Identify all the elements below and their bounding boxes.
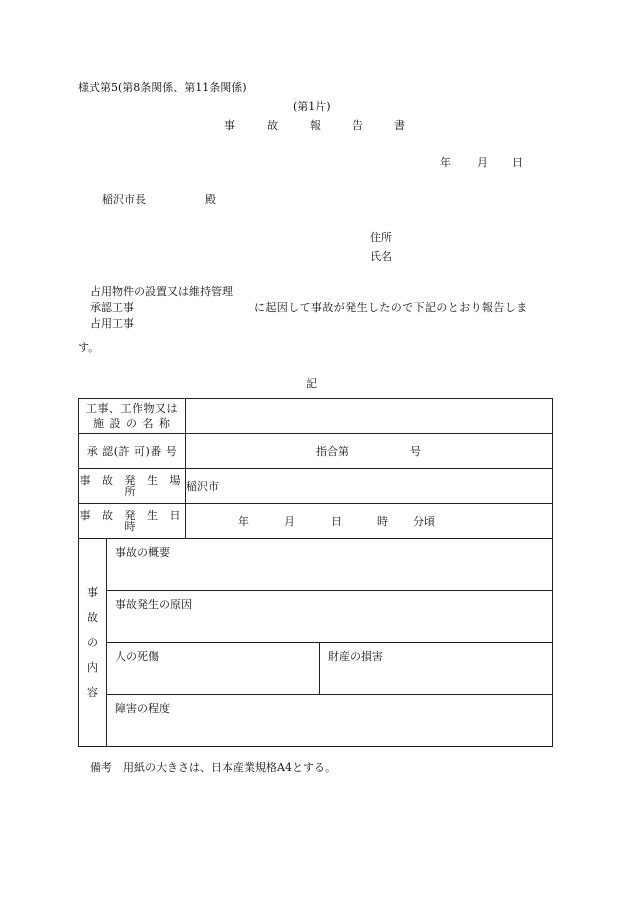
accident-content-label	[79, 539, 107, 747]
accident-place-value[interactable]: 稲沢市	[186, 469, 553, 504]
approval-number-label: 承 認(許 可)番 号	[79, 434, 186, 469]
date-month: 月	[477, 156, 488, 169]
accident-place-label: 事 故 発 生 場 所	[79, 469, 186, 504]
title-char: 書	[394, 119, 405, 132]
approval-suffix: 号	[410, 445, 421, 458]
section-char: 容	[87, 686, 98, 699]
datetime-hour: 時	[377, 515, 388, 528]
page-label: (第1片)	[293, 100, 331, 113]
datetime-minute: 分頃	[413, 515, 435, 528]
body-text-line1: に起因して事故が発生したので下記のとおり報告しま	[254, 301, 528, 314]
facility-name-label	[79, 399, 186, 434]
ki-label: 記	[306, 377, 317, 390]
datetime-day: 日	[331, 515, 342, 528]
name-label: 氏名	[370, 250, 392, 263]
address-label: 住所	[370, 231, 392, 244]
row-accident-datetime	[79, 504, 553, 539]
option-occupancy: 占用物件の設置又は維持管理	[90, 285, 233, 298]
casualties-label: 人の死傷	[115, 650, 159, 663]
option-occupancy-work: 占用工事	[90, 317, 134, 330]
title-char: 告	[352, 119, 363, 132]
overview-cell[interactable]	[107, 539, 553, 591]
row-cause	[79, 591, 553, 643]
form-number: 様式第5(第8条関係、第11条関係)	[78, 81, 247, 94]
cause-cell[interactable]	[107, 591, 553, 643]
property-label: 財産の損害	[328, 650, 383, 663]
facility-name-label-line1: 工事、工作物又は	[86, 401, 178, 415]
facility-name-value[interactable]	[186, 399, 553, 434]
row-overview	[79, 539, 553, 591]
row-approval-number	[79, 434, 553, 469]
option-approved-work: 承認工事	[90, 301, 134, 314]
body-text-line2: す。	[78, 341, 100, 354]
date-day: 日	[512, 156, 523, 169]
overview-label: 事故の概要	[115, 546, 170, 559]
section-char: の	[87, 636, 98, 649]
row-damage	[79, 643, 553, 695]
title-char: 事	[224, 119, 235, 132]
title-char: 故	[267, 119, 278, 132]
title-char: 報	[310, 119, 321, 132]
accident-datetime-value[interactable]	[186, 504, 553, 539]
section-char: 内	[87, 661, 98, 674]
addressee-name: 稲沢市長	[102, 193, 146, 206]
section-char: 故	[87, 611, 98, 624]
footnote: 備考 用紙の大きさは、日本産業規格A4とする。	[90, 761, 336, 774]
row-disability	[79, 695, 553, 747]
addressee-honorific: 殿	[205, 193, 216, 206]
accident-datetime-label: 事 故 発 生 日 時	[79, 504, 186, 539]
cause-label: 事故発生の原因	[115, 598, 192, 611]
datetime-month: 月	[284, 515, 295, 528]
facility-name-label-line2: 施 設 の 名 称	[93, 417, 171, 430]
approval-prefix: 指合第	[316, 445, 349, 458]
property-cell[interactable]	[320, 643, 553, 695]
disability-label: 障害の程度	[115, 702, 170, 715]
datetime-year: 年	[238, 515, 249, 528]
disability-cell[interactable]	[107, 695, 553, 747]
section-char: 事	[87, 586, 98, 599]
approval-number-value[interactable]	[186, 434, 553, 469]
casualties-cell[interactable]	[107, 643, 320, 695]
row-facility-name	[79, 399, 553, 434]
date-year: 年	[440, 156, 451, 169]
row-accident-place	[79, 469, 553, 504]
report-table	[78, 398, 553, 747]
